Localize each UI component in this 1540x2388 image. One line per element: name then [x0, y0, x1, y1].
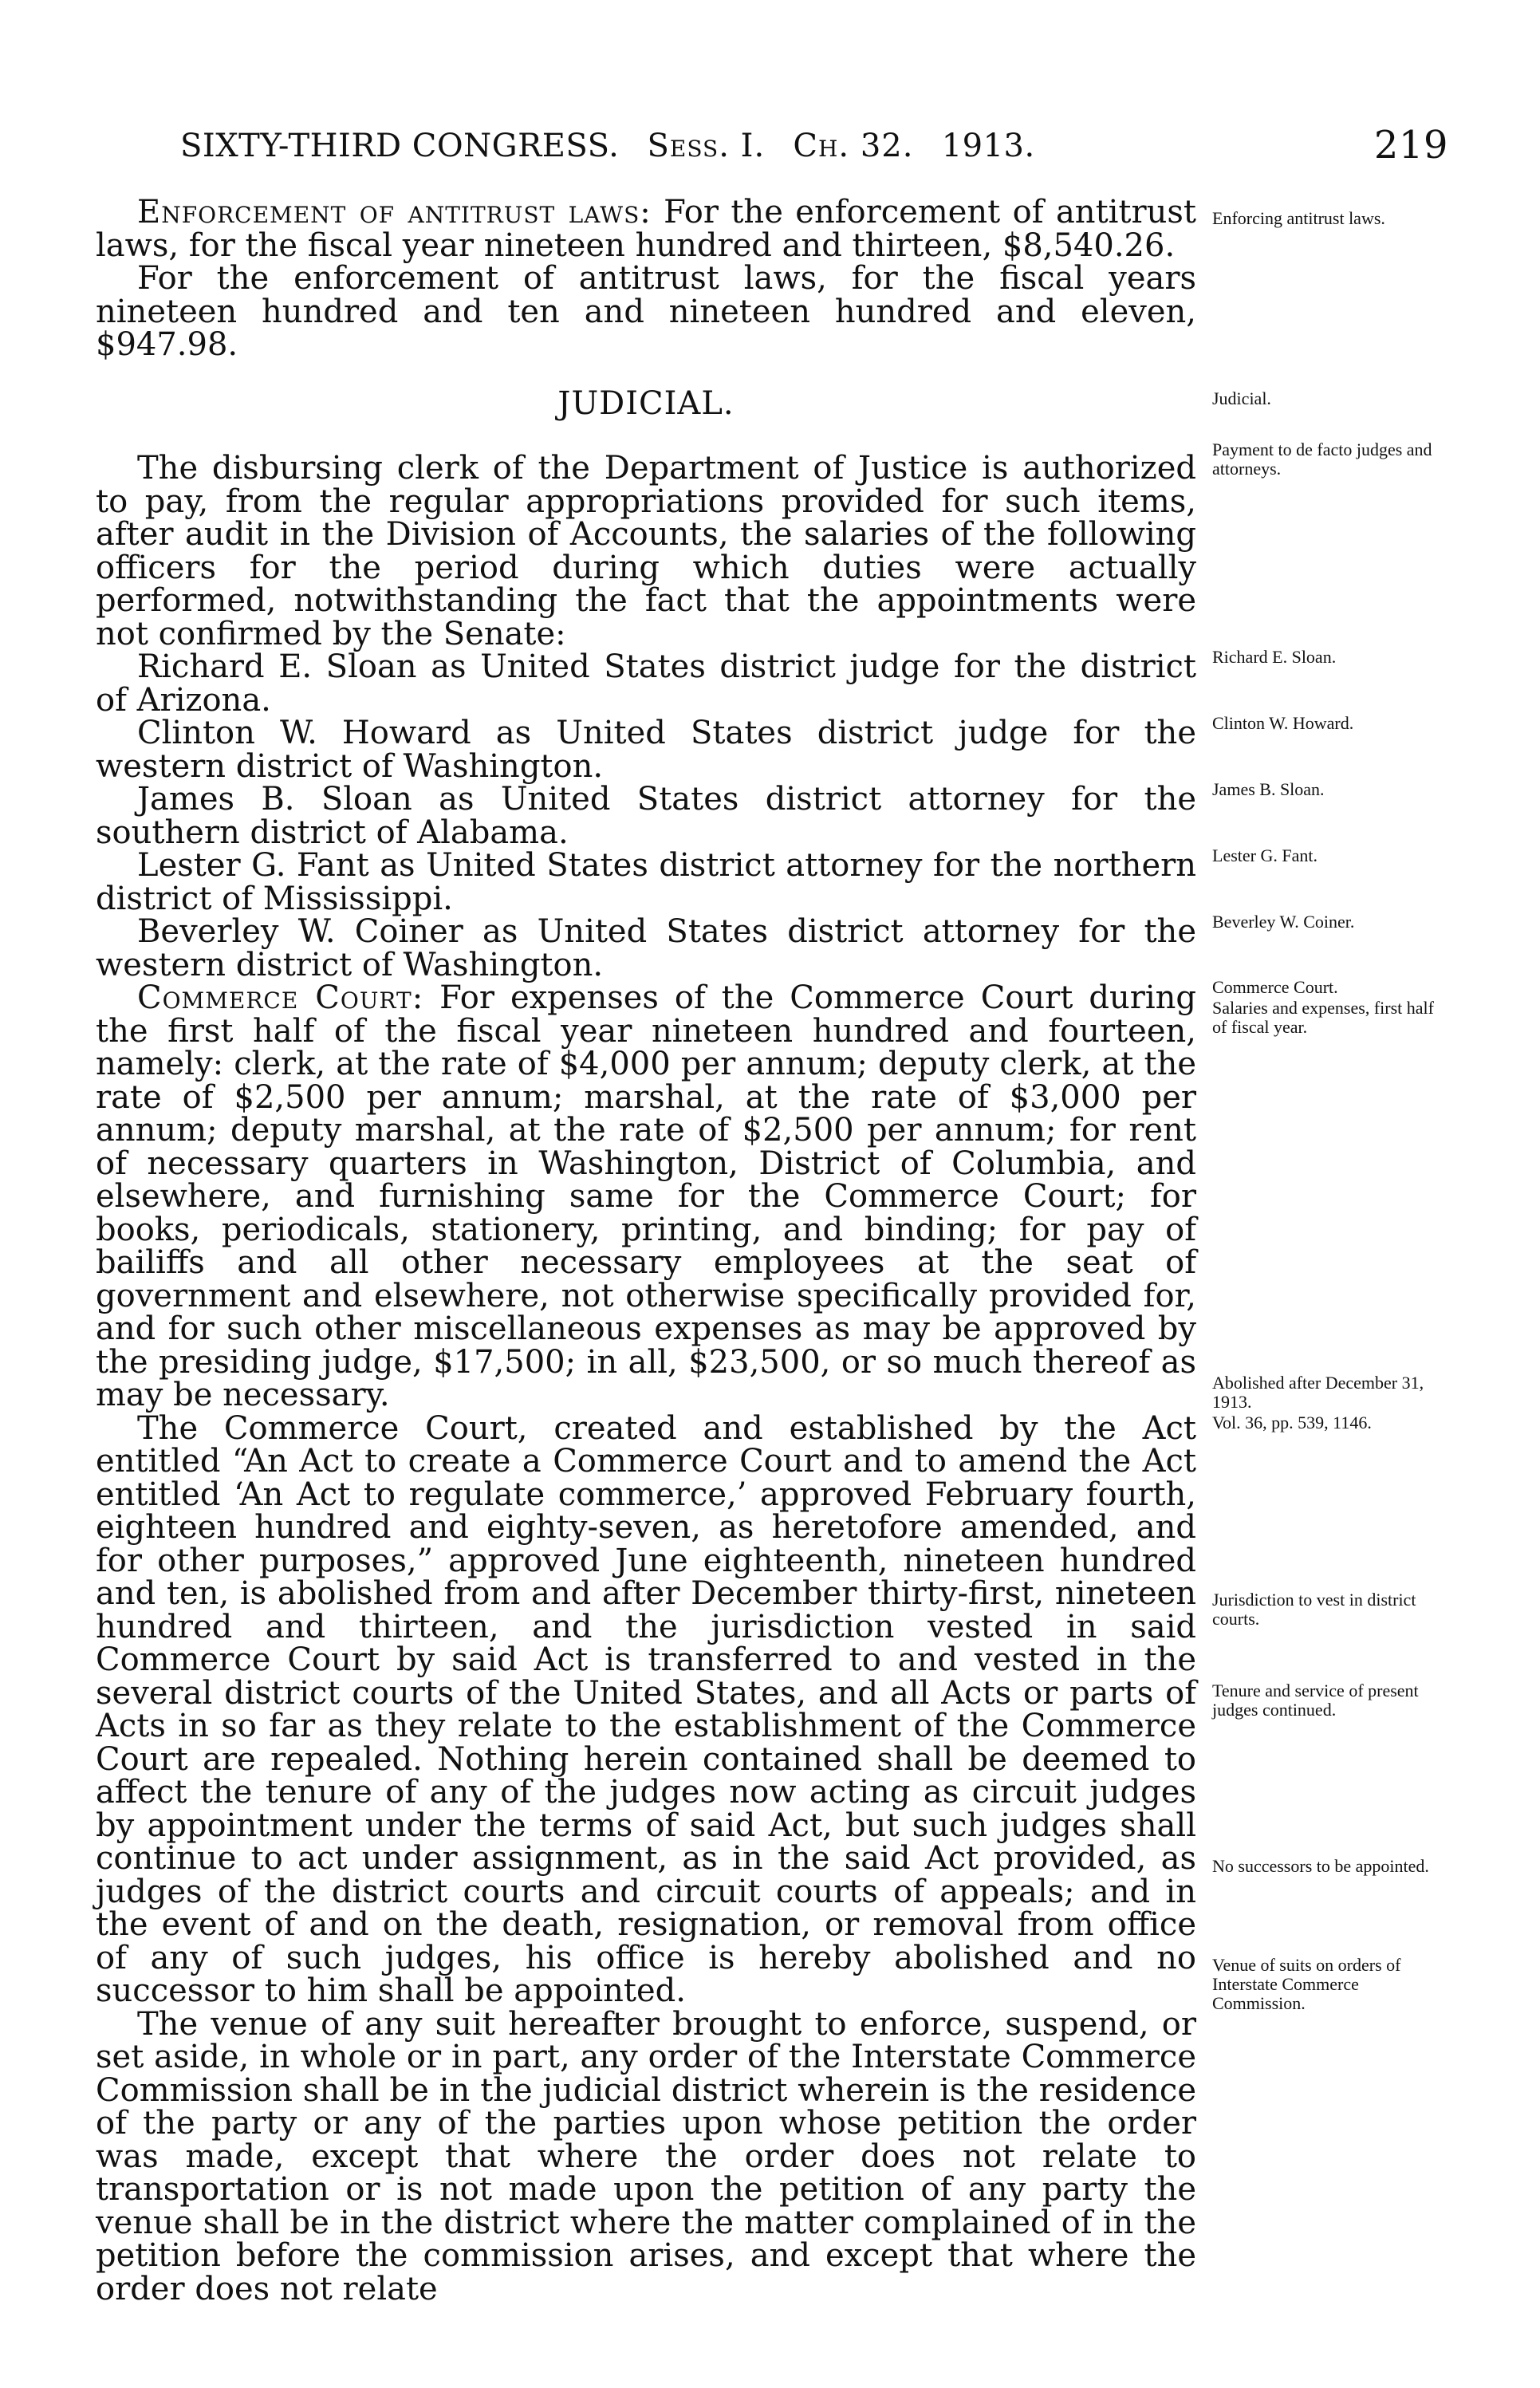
lead-commerce-court: Commerce Court: [137, 979, 424, 1016]
margin-note-commerce: Commerce Court. [1212, 977, 1338, 997]
header-year: 1913. [941, 128, 1035, 164]
paragraph-commerce-court [96, 979, 1196, 1413]
margin-note-richard: Richard E. Sloan. [1212, 647, 1337, 667]
header-session: Sess. I. [647, 128, 766, 164]
paragraph-clinton-howard: Clinton W. Howard as United States district judge for the western district of Washington. [96, 715, 1196, 785]
paragraph-disbursing: The disbursing clerk of the Department of Justice is authorized to pay, from the regular appropriations provided for such items, after audit in the Division of Accounts, the salaries of the following officers for the period during which duties were actually performed, notwithstanding the fact that the appointments were not confirmed by the Senate: [96, 450, 1196, 652]
paragraph-antitrust-1 [96, 196, 1196, 262]
margin-note-tenure: Tenure and service of present judges continued. [1212, 1681, 1419, 1720]
header-chapter: Ch. 32. [793, 128, 914, 164]
margin-note-vol: Vol. 36, pp. 539, 1146. [1212, 1413, 1372, 1432]
paragraph-text: For the enforcement of antitrust laws, for the fiscal year nineteen hundred and thirteen, $8,540.26. [96, 194, 1196, 264]
running-header [180, 123, 1448, 167]
paragraph-text: For expenses of the Commerce Court during the first half of the fiscal year nineteen hundred and fourteen, namely: clerk, at the rate of $4,000 per annum; deputy clerk, at the rate of $2,500 per annum; marshal, at the rate of $3,000 per annum; deputy marshal, at the rate of $2,500 per annum; for rent of necessary quarters in Washington, District of Columbia, and elsewhere, and furnishing same for the Commerce Court; for books, periodicals, stationery, printing, and binding; for pay of bailiffs and all other necessary employees at the seat of government and elsewhere, not otherwise specifically provided for, and for such other miscellaneous expenses as may be approved by the presiding judge, $17,500; in all, $23,500, or so much thereof as may be necessary. [96, 979, 1196, 1413]
margin-note-payment: Payment to de facto judges and attorneys. [1212, 439, 1432, 479]
header-title: SIXTY-THIRD CONGRESS. [180, 128, 620, 164]
paragraph-lester-fant: Lester G. Fant as United States district attorney for the northern district of Mississippi. [96, 847, 1196, 917]
paragraph-venue: The venue of any suit hereafter brought to enforce, suspend, or set aside, in whole or in part, any order of the Interstate Commerce Commission shall be in the judicial district wherein is the residence of the party or any of the parties upon whose petition the order was made, except that where the order does not relate to transportation or is not made upon the petition of any party the venue shall be in the district where the matter complained of in the petition before the commission arises, and except that where the order does not relate [96, 2005, 1196, 2307]
margin-note-clinton: Clinton W. Howard. [1212, 713, 1354, 733]
margin-note-judicial: Judicial. [1212, 388, 1271, 408]
page-number: 219 [1373, 123, 1448, 167]
lead-enforcement: Enforcement of antitrust laws: [137, 194, 652, 231]
margin-note-venue: Venue of suits on orders of Interstate Commerce Commission. [1212, 1955, 1401, 2013]
section-heading-judicial: JUDICIAL. [557, 384, 735, 422]
margin-note-lester: Lester G. Fant. [1212, 845, 1317, 865]
paragraph-james-sloan: James B. Sloan as United States district attorney for the southern district of Alabama. [96, 781, 1196, 851]
margin-note-salaries: Salaries and expenses, first half of fiscal year. [1212, 998, 1434, 1037]
margin-note-james: James B. Sloan. [1212, 779, 1325, 799]
margin-note-jurisdiction: Jurisdiction to vest in district courts. [1212, 1590, 1416, 1629]
paragraph-commerce-abolished: The Commerce Court, created and established by the Act entitled “An Act to create a Commerce Court and to amend the Act entitled ‘An Act to regulate commerce,’ approved February fourth, eighteen hundred and eighty-seven, as heretofore amended, and for other purposes,” approved June eighteenth, nineteen hundred and ten, is abolished from and after December thirty-first, nineteen hundred and thirteen, and the jurisdiction vested in said Commerce Court by said Act is transferred to and vested in the several district courts of the United States, and all Acts or parts of Acts in so far as they relate to the establishment of the Commerce Court are repealed. Nothing herein contained shall be deemed to affect the tenure of any of the judges now acting as circuit judges by appointment under the terms of said Act, but such judges shall continue to act under assignment, as in the said Act provided, as judges of the district courts and circuit courts of appeals; and in the event of and on the death, resignation, or removal from office of any of such judges, his office is hereby abolished and no successor to him shall be appointed. [96, 1409, 1196, 2009]
paragraph-richard-sloan: Richard E. Sloan as United States district judge for the district of Arizona. [96, 648, 1196, 719]
paragraph-beverley-coiner: Beverley W. Coiner as United States district attorney for the western district of Washington. [96, 913, 1196, 983]
margin-note-no-successors: No successors to be appointed. [1212, 1856, 1429, 1876]
main-text-column [96, 196, 1196, 2306]
margin-note-enforcing: Enforcing antitrust laws. [1212, 208, 1385, 228]
margin-note-beverley: Beverley W. Coiner. [1212, 912, 1355, 932]
paragraph-antitrust-2: For the enforcement of antitrust laws, for the fiscal years nineteen hundred and ten and nineteen hundred and eleven, $947.98. [96, 260, 1196, 363]
margin-note-abolished: Abolished after December 31, 1913. [1212, 1373, 1424, 1412]
